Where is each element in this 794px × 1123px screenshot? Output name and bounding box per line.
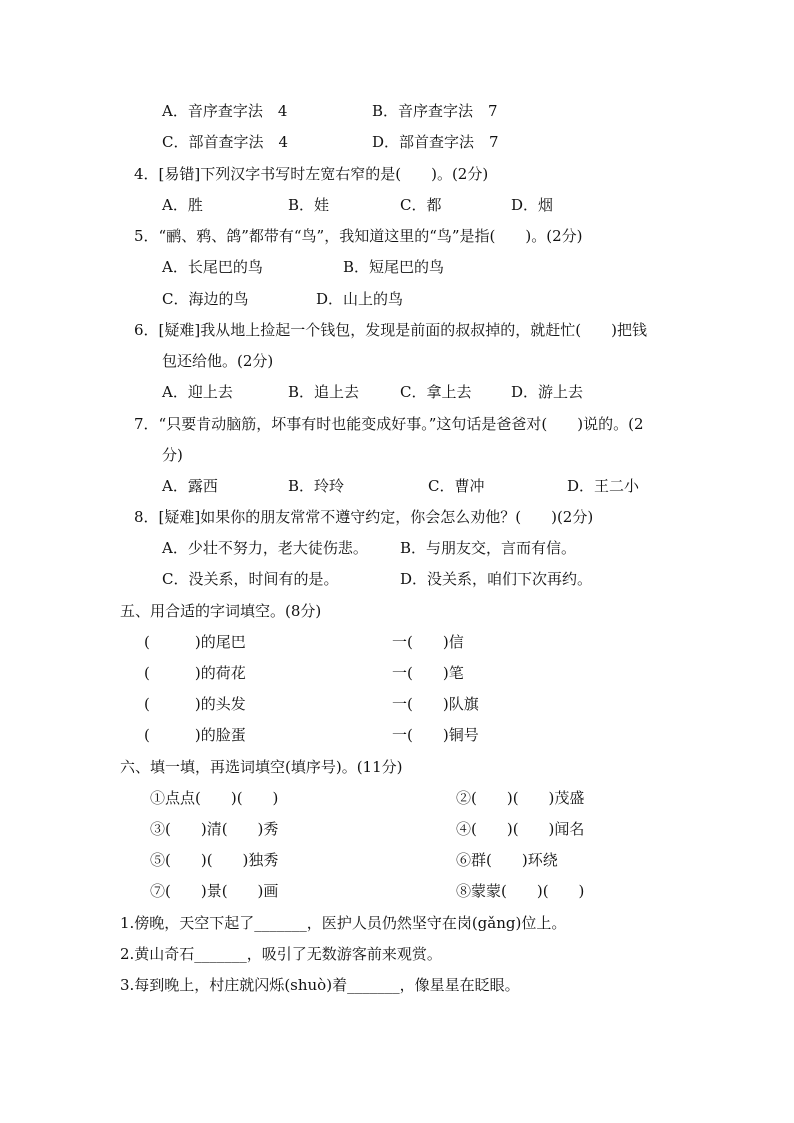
q4-option-c: C．都	[400, 196, 442, 214]
section6-right-item: ⑧蒙蒙( )( )	[456, 882, 585, 900]
q5-option-c: C．海边的鸟	[162, 290, 249, 308]
q4-option-a: A．胜	[162, 196, 203, 214]
section6-sentence-3: 3.每到晚上，村庄就闪烁(shuò)着_______，像星星在眨眼。	[120, 976, 520, 994]
q5-stem: 5．“鹂、鸦、鸽”都带有“鸟”，我知道这里的“鸟”是指( )。(2分)	[134, 227, 583, 245]
q6-option-b: B．追上去	[288, 383, 360, 401]
q6-stem-line2: 包还给他。(2分)	[162, 352, 274, 370]
section5-right-item: 一( )信	[392, 633, 464, 651]
section5-left-item: ( )的荷花	[144, 664, 246, 682]
q6-option-a: A．迎上去	[162, 383, 233, 401]
section5-right-item: 一( )铜号	[392, 726, 479, 744]
section5-left-item: ( )的脸蛋	[144, 726, 246, 744]
section5-right-item: 一( )笔	[392, 664, 464, 682]
q8-option-b: B．与朋友交，言而有信。	[400, 539, 577, 557]
q7-option-c: C．曹冲	[428, 477, 485, 495]
q4-option-d: D．烟	[511, 196, 554, 214]
q5-option-b: B．短尾巴的鸟	[343, 258, 445, 276]
section6-sentence-1: 1.傍晚，天空下起了_______，医护人员仍然坚守在岗(gǎng)位上。	[120, 914, 567, 932]
q3-option-d: D．部首查字法 7	[372, 133, 499, 151]
q5-option-a: A．长尾巴的鸟	[162, 258, 263, 276]
q3-option-c: C．部首查字法 4	[162, 133, 289, 151]
q8-stem: 8．[疑难]如果你的朋友常常不遵守约定，你会怎么劝他？( )(2分)	[134, 508, 594, 526]
q4-option-b: B．娃	[288, 196, 330, 214]
q4-stem: 4．[易错]下列汉字书写时左宽右窄的是( )。(2分)	[134, 165, 489, 183]
section6-right-item: ⑥群( )环绕	[456, 851, 558, 869]
section6-left-item: ⑤( )( )独秀	[150, 851, 279, 869]
section6-right-item: ④( )( )闻名	[456, 820, 585, 838]
q3-option-b: B．音序查字法 7	[372, 102, 498, 120]
section5-left-item: ( )的尾巴	[144, 633, 246, 651]
q8-option-a: A．少壮不努力，老大徒伤悲。	[162, 539, 368, 557]
section6-title: 六、填一填，再选词填空(填序号)。(11分)	[120, 758, 403, 776]
section6-right-item: ②( )( )茂盛	[456, 789, 585, 807]
section6-left-item: ⑦( )景( )画	[150, 882, 279, 900]
q6-option-d: D．游上去	[511, 383, 584, 401]
q7-option-d: D．王二小	[567, 477, 640, 495]
q6-option-c: C．拿上去	[400, 383, 472, 401]
q5-option-d: D．山上的鸟	[316, 290, 404, 308]
section6-left-item: ③( )清( )秀	[150, 820, 279, 838]
q7-option-b: B．玲玲	[288, 477, 345, 495]
q6-stem-line1: 6．[疑难]我从地上捡起一个钱包，发现是前面的叔叔掉的，就赶忙( )把钱	[134, 321, 647, 339]
q8-option-c: C．没关系，时间有的是。	[162, 570, 339, 588]
q7-stem-line1: 7．“只要肯动脑筋，坏事有时也能变成好事。”这句话是爸爸对( )说的。(2	[134, 415, 644, 433]
section5-title: 五、用合适的字词填空。(8分)	[120, 602, 322, 620]
q8-option-d: D．没关系，咱们下次再约。	[400, 570, 593, 588]
q7-option-a: A．露西	[162, 477, 218, 495]
q3-option-a: A．音序查字法 4	[162, 102, 288, 120]
section6-sentence-2: 2.黄山奇石_______，吸引了无数游客前来观赏。	[120, 945, 442, 963]
q7-stem-line2: 分)	[162, 446, 183, 464]
section6-left-item: ①点点( )( )	[150, 789, 279, 807]
section5-right-item: 一( )队旗	[392, 695, 479, 713]
section5-left-item: ( )的头发	[144, 695, 246, 713]
